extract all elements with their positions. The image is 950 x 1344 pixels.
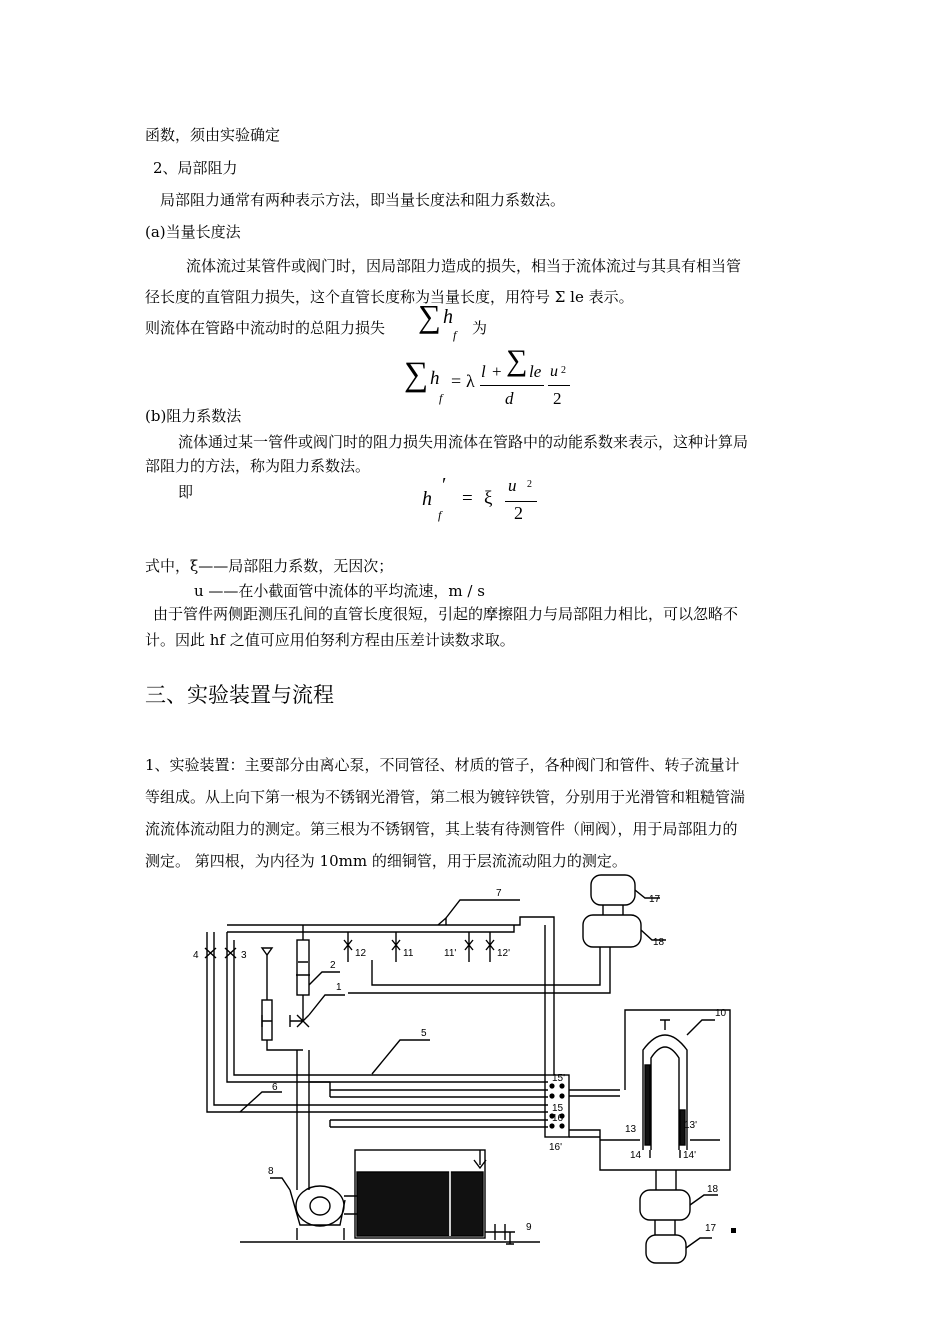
plus-sign: + (492, 362, 502, 381)
paragraph: 由于管件两侧距测压孔间的直管长度很短，引起的摩擦阻力与局部阻力相比，可以忽略不 (153, 605, 739, 623)
sigma-symbol: ∑ (404, 356, 429, 393)
label-12: 12 (355, 948, 367, 959)
h-symbol: h (422, 488, 432, 510)
label-6: 6 (272, 1082, 278, 1093)
label-17-top: 17 (649, 894, 661, 905)
equals-sign: = (462, 488, 473, 509)
section-heading: 三、实验装置与流程 (145, 683, 334, 707)
denominator-2: 2 (514, 503, 523, 523)
f-subscript: f (453, 328, 457, 342)
label-1: 1 (336, 982, 342, 993)
label-4: 4 (193, 950, 199, 961)
prime-mark: ′ (442, 474, 447, 496)
label-11-prime: 11' (444, 948, 457, 959)
label-9: 9 (526, 1222, 532, 1233)
paragraph: 局部阻力通常有两种表示方法，即当量长度法和阻力系数法。 (160, 191, 566, 209)
numerator-le: le (529, 362, 542, 381)
label-14-prime: 14' (683, 1150, 697, 1161)
section-subtitle: 2、局部阻力 (153, 159, 238, 177)
lambda-symbol: λ (466, 371, 475, 391)
label-7: 7 (496, 888, 502, 899)
method-title: (b)阻力系数法 (145, 407, 242, 425)
h-symbol: h (443, 306, 453, 328)
h-symbol: h (430, 368, 440, 389)
u-symbol: u (508, 476, 517, 495)
label-18-top: 18 (653, 937, 665, 948)
label-2: 2 (330, 960, 336, 971)
label-15-prime: 15' (552, 1073, 566, 1084)
f-subscript: f (438, 508, 442, 522)
label-8: 8 (268, 1166, 274, 1177)
label-13-prime: 13' (684, 1120, 698, 1131)
paragraph: u ——在小截面管中流体的平均流速，m / s (194, 582, 485, 600)
label-18-bottom: 18 (707, 1184, 719, 1195)
paragraph: 部阻力的方法，称为阻力系数法。 (145, 457, 371, 475)
u-symbol: u (550, 363, 558, 380)
paragraph: 流流体流动阻力的测定。第三根为不锈钢管，其上装有待测管件（闸阀），用于局部阻力的 (145, 820, 738, 838)
paragraph: 流体通过某一管件或阀门时的阻力损失用流体在管路中的动能系数来表示，这种计算局 (178, 433, 749, 451)
label-3: 3 (241, 950, 247, 961)
denominator-2: 2 (553, 389, 562, 408)
label-17-bottom: 17 (705, 1223, 717, 1234)
xi-symbol: ξ (484, 488, 493, 509)
label-16: 16 (552, 1113, 564, 1124)
numerator-l: l (481, 362, 486, 381)
paragraph: 为 (472, 319, 488, 337)
label-11: 11 (403, 948, 414, 959)
label-16-prime: 16' (549, 1142, 563, 1153)
equals-sign: = (451, 371, 462, 391)
paragraph: 函数，须由实验确定 (145, 126, 281, 144)
sigma-symbol: ∑ (506, 344, 528, 377)
paragraph: 等组成。从上向下第一根为不锈钢光滑管，第二根为镀锌铁管，分别用于光滑管和粗糙管湍 (145, 788, 746, 806)
paragraph: 径长度的直管阻力损失，这个直管长度称为当量长度，用符号 Σ le 表示。 (145, 288, 634, 306)
label-10: 10 (715, 1008, 727, 1019)
paragraph: 流体流过某管件或阀门时，因局部阻力造成的损失，相当于流体流过与其具有相当管 (186, 257, 742, 275)
paragraph: 式中，ξ——局部阻力系数，无因次； (145, 557, 394, 575)
paragraph: 测定。 第四根，为内径为 10mm 的细铜管，用于层流流动阻力的测定。 (145, 852, 627, 870)
label-12-prime: 12' (497, 948, 511, 959)
denominator-d: d (505, 389, 514, 408)
paragraph: 1、实验装置：主要部分由离心泵，不同管径、材质的管子，各种阀门和管件、转子流量计 (145, 756, 740, 774)
paragraph: 计。因此 hf 之值可应用伯努利方程由压差计读数求取。 (145, 631, 515, 649)
paragraph: 即 (178, 483, 194, 501)
label-13: 13 (625, 1124, 637, 1135)
sigma-symbol: ∑ (418, 298, 441, 334)
f-subscript: f (439, 391, 443, 405)
label-15: 15 (552, 1103, 564, 1114)
label-5: 5 (421, 1028, 427, 1039)
square-exponent: 2 (527, 479, 532, 490)
paragraph: 则流体在管路中流动时的总阻力损失 (145, 319, 386, 337)
square-exponent: 2 (561, 365, 566, 376)
method-title: (a)当量长度法 (145, 223, 241, 241)
label-14: 14 (630, 1150, 642, 1161)
